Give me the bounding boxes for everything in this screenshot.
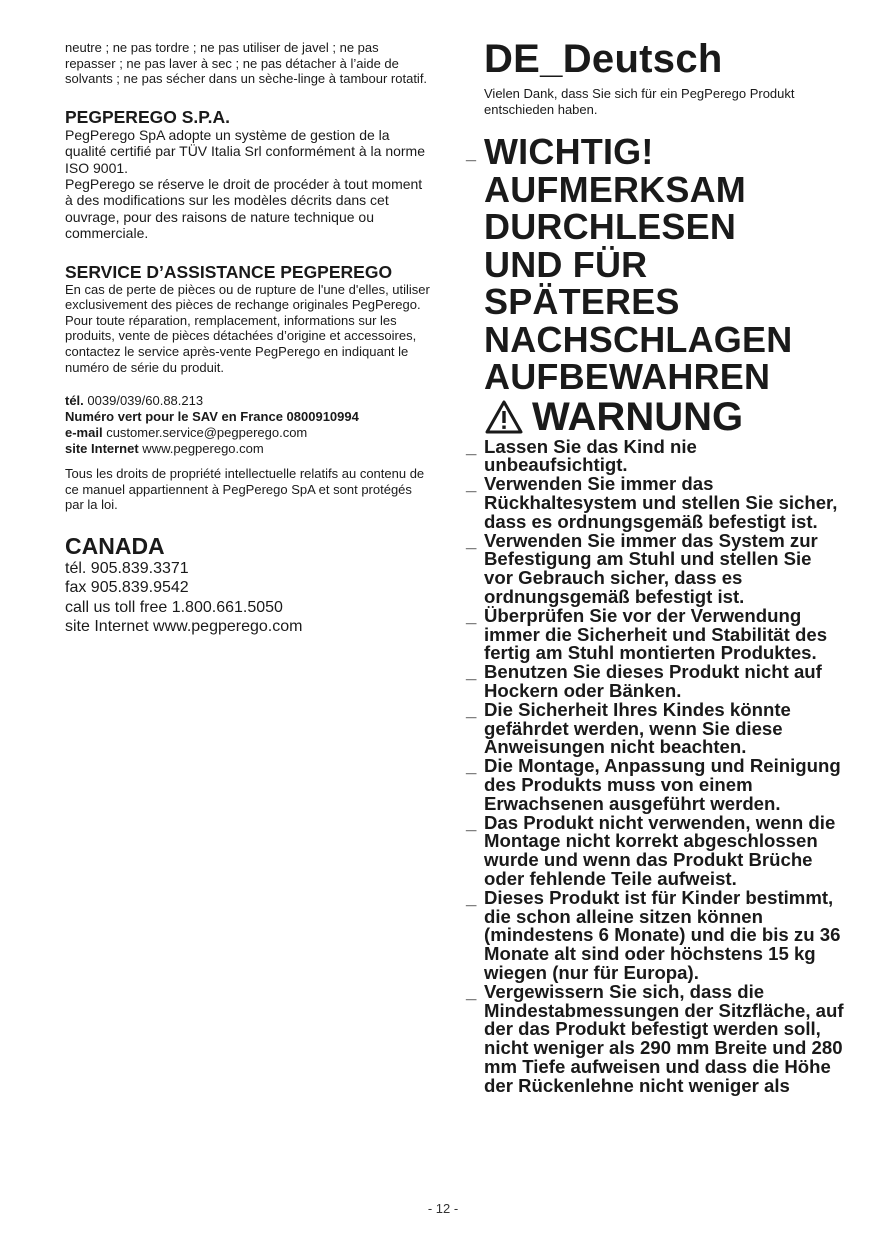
contact-green-number: Numéro vert pour le SAV en France 0800910994	[65, 409, 359, 425]
service-heading: SERVICE D’ASSISTANCE PEGPEREGO	[65, 261, 393, 282]
intro-text: Vielen Dank, dass Sie sich für ein PegPerego Produkt entschieden haben.	[484, 86, 795, 117]
contact-email: e-mail customer.service@pegperego.com	[65, 425, 308, 441]
warning-list	[466, 435, 844, 1096]
warning-triangle-icon	[484, 399, 524, 435]
important-block	[466, 133, 844, 438]
canada-heading: CANADA	[65, 532, 165, 559]
company-quality-text: PegPerego SpA adopte un système de gestion de la qualité certifié par TÜV Italia Srl conformément à la norme ISO 9001.	[65, 126, 426, 176]
warning-label: WARNUNG	[532, 394, 744, 439]
important-line: AUFBEWAHREN	[484, 356, 771, 398]
list-item: _ Dieses Produkt ist für Kinder bestimmt, die schon alleine sitzen können (mindestens 6 Monate) und die bis zu 36 Monate alt sind oder höchstens 15 kg wiegen (nur für Europa).	[466, 886, 841, 983]
important-line: SPÄTERES	[484, 281, 680, 323]
page-number: - 12 -	[427, 1201, 459, 1216]
rights-text: Tous les droits de propriété intellectuelle relatifs au contenu de ce manuel appartiennent à PegPerego SpA et sont protégés par la loi.	[65, 466, 425, 513]
list-item: _ Das Produkt nicht verwenden, wenn die Montage nicht korrekt abgeschlossen wurde und wenn das Produkt Brüche oder fehlende Teile aufweist.	[466, 811, 836, 890]
list-item: _ Benutzen Sie dieses Produkt nicht auf Hockern oder Bänken.	[466, 661, 822, 702]
company-rights-text: PegPerego se réserve le droit de procéder à tout moment à des modifications sur les modèles décrits dans cet ouvrage, pour des raisons de nature technique ou commerciale.	[65, 176, 423, 242]
contact-block	[65, 393, 430, 457]
important-line: DURCHLESEN	[484, 206, 737, 248]
care-instructions: neutre ; ne pas tordre ; ne pas utiliser de javel ; ne pas repasser ; ne pas laver à sec ; ne pas détacher à l’aide de solvants ; ne pas sécher dans un sèche-linge à tambour rotatif.	[65, 40, 428, 87]
language-title: DE_Deutsch	[484, 37, 723, 81]
important-line: WICHTIG!	[484, 131, 654, 173]
list-item: _ Lassen Sie das Kind nie unbeaufsichtigt.	[466, 435, 697, 476]
contact-site: site Internet www.pegperego.com	[65, 441, 264, 457]
list-item: _ Vergewissern Sie sich, dass die Mindestabmessungen der Sitzfläche, auf der das Produkt befestigt werden soll, nicht weniger als 290 mm Breite und 280 mm Tiefe aufweisen und dass die Höhe der Rückenlehne nicht weniger als	[466, 980, 844, 1096]
company-heading: PEGPEREGO S.P.A.	[65, 106, 231, 127]
list-item: _ Die Sicherheit Ihres Kindes könnte gefährdet werden, wenn Sie diese Anweisungen nicht beachten.	[466, 698, 791, 758]
left-column	[65, 40, 430, 637]
list-item: _ Verwenden Sie immer das Rückhaltesystem und stellen Sie sicher, dass es ordnungsgemäß befestigt ist.	[466, 473, 838, 532]
canada-contacts	[65, 559, 430, 637]
dash-marker: _	[466, 143, 477, 164]
canada-line: tél. 905.839.3371	[65, 559, 189, 577]
canada-line: call us toll free 1.800.661.5050	[65, 598, 283, 616]
service-text: En cas de perte de pièces ou de rupture de l'une d'elles, utiliser exclusivement des pièces de rechange originales PegPerego. Pour toute réparation, remplacement, informations sur les produits, vente de pièces détachées d’origine et accessoires, contactez le service après-vente PegPerego en indiquant le numéro de série du produit.	[65, 281, 430, 375]
warning-heading	[484, 396, 844, 438]
list-item: _ Verwenden Sie immer das System zur Befestigung am Stuhl und stellen Sie vor Gebrauch sicher, dass es ordnungsgemäß befestigt ist.	[466, 529, 818, 608]
contact-tel: tél. 0039/039/60.88.213	[65, 393, 204, 409]
canada-line: site Internet www.pegperego.com	[65, 618, 303, 636]
important-line: NACHSCHLAGEN	[484, 318, 793, 360]
important-line: AUFMERKSAM	[484, 168, 746, 210]
canada-line: fax 905.839.9542	[65, 579, 189, 597]
important-line: UND FÜR	[484, 243, 648, 285]
list-item: _ Die Montage, Anpassung und Reinigung des Produkts muss von einem Erwachsenen ausgeführt werden.	[466, 755, 841, 814]
list-item: _ Überprüfen Sie vor der Verwendung immer die Sicherheit und Stabilität des fertig am Stuhl montierten Produktes.	[466, 604, 828, 664]
right-column	[466, 36, 844, 1096]
